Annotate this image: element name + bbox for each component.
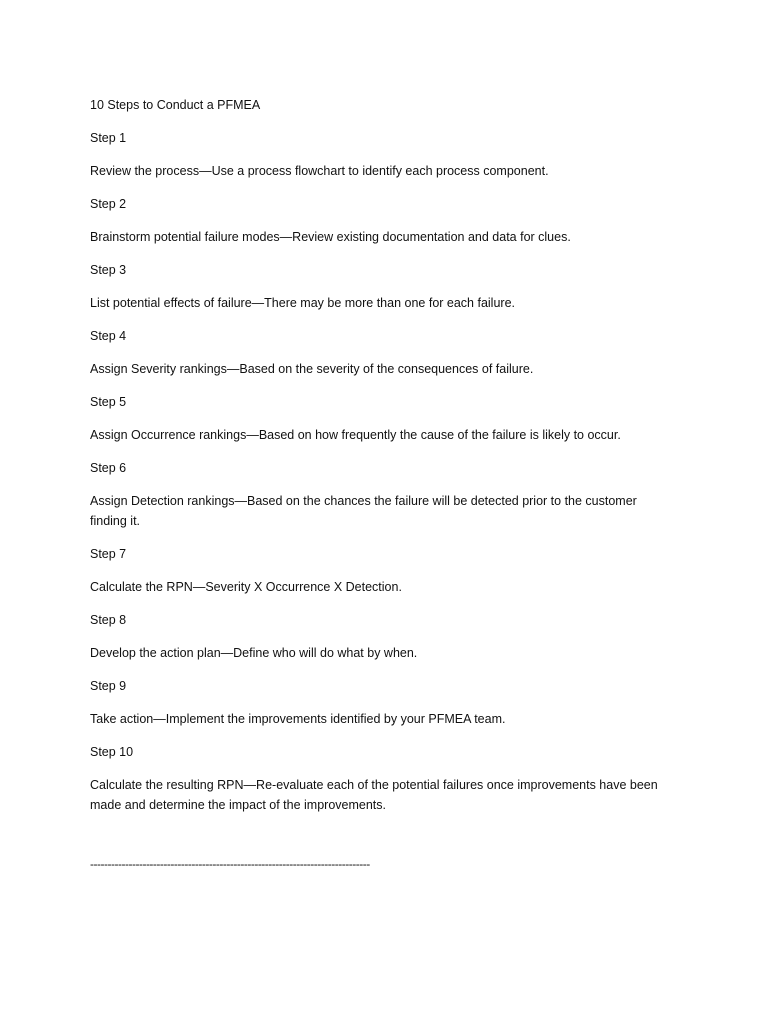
- document-title: 10 Steps to Conduct a PFMEA: [90, 98, 261, 112]
- document-content: [90, 95, 670, 828]
- step-8-label: Step 8: [90, 613, 127, 627]
- step-10-label: Step 10: [90, 745, 134, 759]
- step-3-text: List potential effects of failure—There may be more than one for each failure.: [90, 296, 515, 310]
- step-7-text: Calculate the RPN—Severity X Occurrence X Detection.: [90, 580, 402, 594]
- step-5-label: Step 5: [90, 395, 127, 409]
- step-4-label: Step 4: [90, 329, 127, 343]
- step-9-label: Step 9: [90, 679, 127, 693]
- step-6-label: Step 6: [90, 461, 127, 475]
- step-1-text: Review the process—Use a process flowchart to identify each process component.: [90, 164, 549, 178]
- step-5-text: Assign Occurrence rankings—Based on how frequently the cause of the failure is likely to occur.: [90, 428, 621, 442]
- step-2-label: Step 2: [90, 197, 127, 211]
- step-7-label: Step 7: [90, 547, 127, 561]
- step-8-text: Develop the action plan—Define who will do what by when.: [90, 646, 418, 660]
- step-6-text: Assign Detection rankings—Based on the chances the failure will be detected prior to the customer finding it.: [90, 494, 637, 528]
- step-9-text: Take action—Implement the improvements identified by your PFMEA team.: [90, 712, 506, 726]
- step-3-label: Step 3: [90, 263, 127, 277]
- step-4-text: Assign Severity rankings—Based on the severity of the consequences of failure.: [90, 362, 534, 376]
- step-2-text: Brainstorm potential failure modes—Review existing documentation and data for clues.: [90, 230, 571, 244]
- dashed-divider: --------------------------------------------------------------------------------: [90, 857, 370, 871]
- step-10-text: Calculate the resulting RPN—Re-evaluate each of the potential failures once improvements have been made and determine the impact of the improvements.: [90, 778, 658, 812]
- step-1-label: Step 1: [90, 131, 127, 145]
